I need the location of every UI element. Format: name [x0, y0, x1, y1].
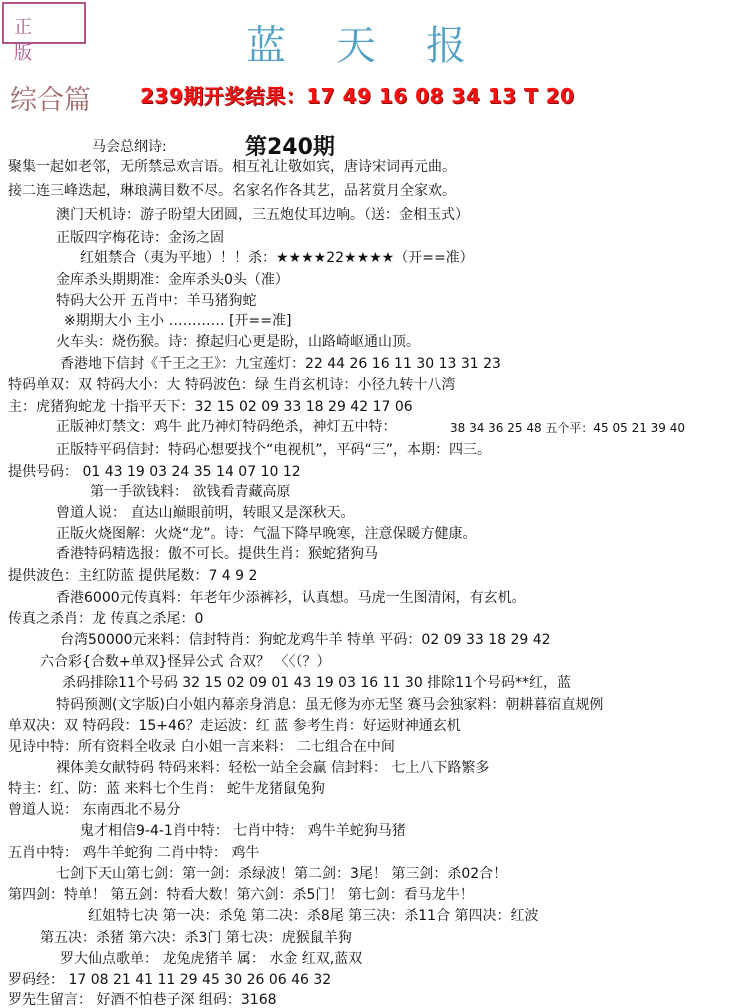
text-line: 香港6000元传真料：年老年少添裤衫，认真想。马虎一生图清闲，有玄机。 — [56, 590, 526, 606]
text-line: 正版火烧图解：火烧“龙”。诗：气温下降早晚寒，注意保暖方健康。 — [56, 526, 477, 542]
text-line: 火车头：烧伤猴。诗：撩起归心更是盼，山路崎岖通山顶。 — [56, 334, 420, 350]
text-line: 七剑下天山第七剑：第一剑：杀绿波！第二剑：3尾！ 第三剑：杀02合！ — [56, 866, 508, 882]
text-line: 罗大仙点歌单： 龙兔虎猪羊 属： 水金 红双,蓝双 — [60, 951, 363, 967]
text-line: 红姐禁合（夷为平地）！！杀：★★★★22★★★★（开==准） — [80, 250, 474, 266]
text-line: 马会总纲诗: — [92, 139, 167, 155]
genuine-edition-stamp: 正 版 — [2, 2, 86, 44]
text-line: 台湾50000元来料：信封特肖：狗蛇龙鸡牛羊 特单 平码：02 09 33 18 29 42 — [60, 632, 551, 648]
text-line: 提供波色：主红防蓝 提供尾数：7 4 9 2 — [8, 568, 258, 584]
text-line: 澳门天机诗：游子盼望大团圆，三五炮仗耳边响。（送：金相玉式） — [56, 207, 469, 223]
text-line: 香港特码精选报：傲不可长。提供生肖：猴蛇猪狗马 — [56, 546, 378, 562]
text-line: 特码单双：双 特码大小：大 特码波色：绿 生肖玄机诗：小径九转十八湾 — [8, 377, 456, 393]
text-line: 主：虎猪狗蛇龙 十指平天下：32 15 02 09 33 18 29 42 17 06 — [8, 399, 413, 415]
text-line: 杀码排除11个号码 32 15 02 09 01 43 19 03 16 11 30 排除11个号码**红，蓝 — [62, 675, 571, 691]
text-line: 裸体美女献特码 特码来料：轻松一站全会赢 信封料： 七上八下路繁多 — [56, 760, 490, 776]
text-line: 六合彩{合数+单双}怪异公式 合双？ 〈〈（？） — [40, 654, 331, 670]
text-line: 38 34 36 25 48 五个平：45 05 21 39 40 — [450, 421, 686, 435]
text-line: 特主：红、防：蓝 来料七个生肖： 蛇牛龙猪鼠兔狗 — [8, 781, 325, 797]
text-line: 曾道人说： 东南西北不易分 — [8, 802, 181, 818]
text-line: 第四剑：特单！ 第五剑：特看大数！第六剑：杀5门！ 第七剑：看马龙牛！ — [8, 887, 474, 903]
text-line: 单双决：双 特码段：15+46？走运波：红 蓝 参考生肖：好运财神通玄机 — [8, 718, 461, 734]
text-line: ※期期大小 主小 ………… [开==准] — [64, 313, 292, 329]
text-line: 见诗中特：所有资料全收录 白小姐一言来料： 二七组合在中间 — [8, 739, 395, 755]
text-line: 特码预测(文字版)白小姐内幕亲身消息：虽无修为亦无坚 赛马会独家料：朝耕暮宿直规例 — [56, 697, 604, 713]
text-line: 第五决：杀猪 第六决：杀3门 第七决：虎猴鼠羊狗 — [40, 930, 352, 946]
text-line: 正版四字梅花诗：金汤之固 — [56, 230, 224, 246]
text-line: 正版神灯禁文：鸡牛 此乃神灯特码绝杀，神灯五中特： — [56, 419, 397, 435]
text-line: 五肖中特： 鸡牛羊蛇狗 二肖中特： 鸡牛 — [8, 845, 260, 861]
text-line: 香港地下信封《千王之王》：九宝莲灯：22 44 26 16 11 30 13 31 23 — [60, 356, 501, 372]
text-line: 曾道人说： 直达山巅眼前明，转眼又是深秋天。 — [56, 505, 355, 521]
text-line: 接二连三峰迭起，琳琅满目数不尽。名家名作各其艺，品茗赏月全家欢。 — [8, 183, 456, 199]
text-line: 提供号码： 01 43 19 03 24 35 14 07 10 12 — [8, 464, 301, 480]
text-line: 鬼才相信9-4-1肖中特： 七肖中特： 鸡牛羊蛇狗马猪 — [80, 823, 406, 839]
previous-draw-result: 239期开奖结果：17 49 16 08 34 13 T 20 — [140, 84, 575, 108]
text-line: 特码大公开 五肖中：羊马猪狗蛇 — [56, 293, 257, 309]
masthead-title: 蓝天报 — [246, 23, 516, 69]
issue-number: 第240期 — [245, 135, 335, 160]
text-line: 第一手欲钱料： 欲钱看青藏高原 — [90, 484, 291, 500]
text-line: 红姐特七决 第一决：杀兔 第二决：杀8尾 第三决：杀11合 第四决：红波 — [88, 908, 539, 924]
text-line: 正版特平码信封：特码心想要找个“电视机”，平码“三”，本期：四三。 — [56, 442, 492, 458]
text-line: 金库杀头期期准：金库杀头0头（准） — [56, 272, 289, 288]
text-line: 罗先生留言： 好酒不怕巷子深 组码：3168 — [8, 992, 277, 1008]
section-title: 综合篇 — [10, 85, 91, 116]
text-line: 聚集一起如老邻，无所禁忌欢言语。相互礼让敬如宾，唐诗宋词再元曲。 — [8, 159, 456, 175]
text-line: 传真之杀肖：龙 传真之杀尾：0 — [8, 611, 204, 627]
text-line: 罗码经： 17 08 21 41 11 29 45 30 26 06 46 32 — [8, 972, 332, 988]
